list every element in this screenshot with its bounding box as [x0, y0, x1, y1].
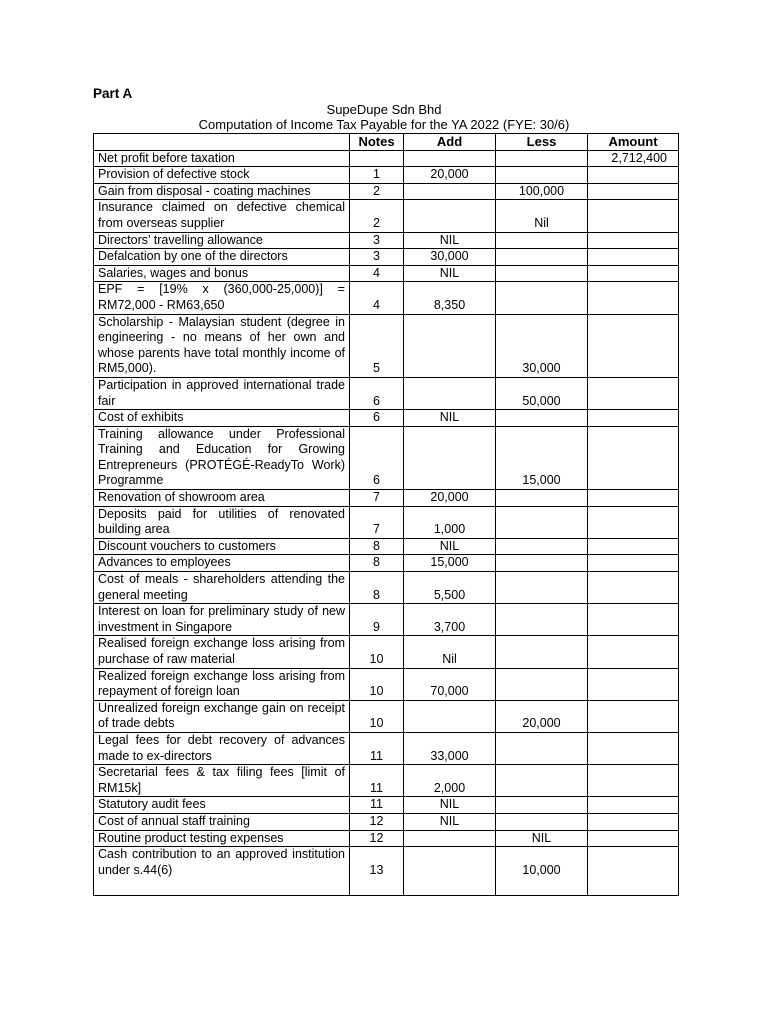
table-header-row — [94, 134, 679, 151]
cell-amount — [588, 200, 679, 232]
cell-add: 20,000 — [404, 167, 496, 184]
cell-item: Gain from disposal - coating machines — [94, 183, 350, 200]
cell-add — [404, 426, 496, 489]
cell-item: Salaries, wages and bonus — [94, 265, 350, 282]
cell-note: 12 — [350, 830, 404, 847]
cell-amount — [588, 847, 679, 896]
cell-amount — [588, 604, 679, 636]
cell-note: 8 — [350, 572, 404, 604]
table-row — [94, 765, 679, 797]
table-row — [94, 555, 679, 572]
cell-less — [496, 797, 588, 814]
cell-note: 2 — [350, 200, 404, 232]
table-row — [94, 700, 679, 732]
cell-item: Cost of exhibits — [94, 410, 350, 427]
table-row — [94, 150, 679, 167]
cell-less — [496, 668, 588, 700]
cell-less — [496, 249, 588, 266]
cell-less — [496, 813, 588, 830]
cell-note: 6 — [350, 426, 404, 489]
cell-amount — [588, 813, 679, 830]
cell-add — [404, 377, 496, 409]
cell-add: NIL — [404, 797, 496, 814]
cell-add: 30,000 — [404, 249, 496, 266]
cell-amount — [588, 249, 679, 266]
cell-item: Interest on loan for preliminary study of new investment in Singapore — [94, 604, 350, 636]
cell-note: 12 — [350, 813, 404, 830]
cell-add: 33,000 — [404, 732, 496, 764]
cell-amount — [588, 410, 679, 427]
cell-item: Legal fees for debt recovery of advances made to ex-directors — [94, 732, 350, 764]
cell-item: Provision of defective stock — [94, 167, 350, 184]
cell-note — [350, 150, 404, 167]
cell-less — [496, 265, 588, 282]
cell-add: NIL — [404, 410, 496, 427]
cell-note: 11 — [350, 732, 404, 764]
cell-amount — [588, 555, 679, 572]
cell-item: Defalcation by one of the directors — [94, 249, 350, 266]
cell-note: 11 — [350, 765, 404, 797]
cell-amount — [588, 282, 679, 314]
cell-amount: 2,712,400 — [588, 150, 679, 167]
header-item — [94, 134, 350, 151]
cell-note: 9 — [350, 604, 404, 636]
table-row — [94, 830, 679, 847]
cell-less — [496, 765, 588, 797]
table-row — [94, 538, 679, 555]
cell-amount — [588, 636, 679, 668]
table-row — [94, 249, 679, 266]
cell-add: NIL — [404, 232, 496, 249]
table-row — [94, 636, 679, 668]
cell-amount — [588, 572, 679, 604]
cell-add: 15,000 — [404, 555, 496, 572]
cell-less: 30,000 — [496, 314, 588, 377]
cell-item: Directors’ travelling allowance — [94, 232, 350, 249]
table-row — [94, 200, 679, 232]
cell-less — [496, 572, 588, 604]
cell-item: Realized foreign exchange loss arising from repayment of foreign loan — [94, 668, 350, 700]
cell-add: 70,000 — [404, 668, 496, 700]
table-row — [94, 426, 679, 489]
cell-less — [496, 167, 588, 184]
cell-item: Renovation of showroom area — [94, 490, 350, 507]
cell-item: Cost of meals - shareholders attending the general meeting — [94, 572, 350, 604]
cell-less: Nil — [496, 200, 588, 232]
cell-note: 10 — [350, 668, 404, 700]
part-heading: Part A — [93, 86, 133, 101]
table-row — [94, 572, 679, 604]
cell-note: 3 — [350, 232, 404, 249]
cell-item: Participation in approved international trade fair — [94, 377, 350, 409]
cell-add — [404, 200, 496, 232]
cell-add: NIL — [404, 265, 496, 282]
cell-add: Nil — [404, 636, 496, 668]
tax-computation-table — [93, 133, 679, 896]
cell-item: Insurance claimed on defective chemical from overseas supplier — [94, 200, 350, 232]
cell-item: Scholarship - Malaysian student (degree in engineering - no means of her own and whose parents have total monthly income of RM5,000). — [94, 314, 350, 377]
table-row — [94, 813, 679, 830]
cell-amount — [588, 765, 679, 797]
cell-add — [404, 700, 496, 732]
table-row — [94, 797, 679, 814]
cell-item: Training allowance under Professional Training and Education for Growing Entrepreneurs (PROTÉGÉ-ReadyTo Work) Programme — [94, 426, 350, 489]
cell-note: 7 — [350, 506, 404, 538]
company-name: SupeDupe Sdn Bhd — [326, 102, 442, 117]
cell-note: 7 — [350, 490, 404, 507]
table-row — [94, 282, 679, 314]
cell-less — [496, 506, 588, 538]
cell-add: NIL — [404, 813, 496, 830]
cell-amount — [588, 426, 679, 489]
cell-less: 15,000 — [496, 426, 588, 489]
cell-add: 5,500 — [404, 572, 496, 604]
cell-amount — [588, 167, 679, 184]
cell-less — [496, 732, 588, 764]
header-notes: Notes — [350, 134, 404, 151]
table-row — [94, 377, 679, 409]
cell-item: Unrealized foreign exchange gain on receipt of trade debts — [94, 700, 350, 732]
cell-item: Net profit before taxation — [94, 150, 350, 167]
cell-item: Deposits paid for utilities of renovated building area — [94, 506, 350, 538]
table-row — [94, 506, 679, 538]
cell-note: 2 — [350, 183, 404, 200]
table-row — [94, 167, 679, 184]
cell-less — [496, 636, 588, 668]
cell-note: 6 — [350, 410, 404, 427]
cell-less: 20,000 — [496, 700, 588, 732]
cell-add: 20,000 — [404, 490, 496, 507]
cell-less — [496, 232, 588, 249]
document-subtitle: Computation of Income Tax Payable for the YA 2022 (FYE: 30/6) — [198, 117, 570, 132]
cell-amount — [588, 377, 679, 409]
cell-less: NIL — [496, 830, 588, 847]
header-add: Add — [404, 134, 496, 151]
table-row — [94, 847, 679, 896]
cell-note: 11 — [350, 797, 404, 814]
table-row — [94, 604, 679, 636]
cell-add: 8,350 — [404, 282, 496, 314]
table-row — [94, 183, 679, 200]
cell-note: 10 — [350, 700, 404, 732]
cell-note: 3 — [350, 249, 404, 266]
cell-note: 8 — [350, 555, 404, 572]
cell-item: Secretarial fees & tax filing fees [limit of RM15k] — [94, 765, 350, 797]
table-row — [94, 668, 679, 700]
cell-note: 4 — [350, 265, 404, 282]
cell-item: Realised foreign exchange loss arising from purchase of raw material — [94, 636, 350, 668]
cell-less: 50,000 — [496, 377, 588, 409]
cell-amount — [588, 797, 679, 814]
cell-add: 2,000 — [404, 765, 496, 797]
cell-less — [496, 150, 588, 167]
cell-less: 100,000 — [496, 183, 588, 200]
cell-add — [404, 150, 496, 167]
cell-note: 10 — [350, 636, 404, 668]
cell-amount — [588, 732, 679, 764]
header-less: Less — [496, 134, 588, 151]
cell-less — [496, 410, 588, 427]
cell-add — [404, 183, 496, 200]
cell-note: 6 — [350, 377, 404, 409]
header-amount: Amount — [588, 134, 679, 151]
cell-amount — [588, 183, 679, 200]
cell-add: 3,700 — [404, 604, 496, 636]
cell-add: 1,000 — [404, 506, 496, 538]
cell-add — [404, 847, 496, 896]
cell-note: 4 — [350, 282, 404, 314]
cell-less — [496, 490, 588, 507]
cell-item: Statutory audit fees — [94, 797, 350, 814]
cell-less: 10,000 — [496, 847, 588, 896]
cell-note: 8 — [350, 538, 404, 555]
table-row — [94, 490, 679, 507]
cell-amount — [588, 490, 679, 507]
table-row — [94, 265, 679, 282]
cell-item: Routine product testing expenses — [94, 830, 350, 847]
table-row — [94, 314, 679, 377]
cell-add — [404, 830, 496, 847]
cell-amount — [588, 830, 679, 847]
cell-amount — [588, 265, 679, 282]
cell-amount — [588, 314, 679, 377]
cell-less — [496, 538, 588, 555]
cell-amount — [588, 668, 679, 700]
cell-less — [496, 282, 588, 314]
cell-note: 1 — [350, 167, 404, 184]
cell-add: NIL — [404, 538, 496, 555]
cell-amount — [588, 700, 679, 732]
cell-note: 13 — [350, 847, 404, 896]
cell-item: Advances to employees — [94, 555, 350, 572]
table-row — [94, 232, 679, 249]
table-body — [94, 150, 679, 896]
table-row — [94, 410, 679, 427]
cell-less — [496, 604, 588, 636]
cell-amount — [588, 506, 679, 538]
cell-item: Cash contribution to an approved institution under s.44(6) — [94, 847, 350, 896]
cell-amount — [588, 538, 679, 555]
cell-amount — [588, 232, 679, 249]
cell-note: 5 — [350, 314, 404, 377]
table-row — [94, 732, 679, 764]
cell-item: EPF = [19% x (360,000-25,000)] = RM72,000 - RM63,650 — [94, 282, 350, 314]
cell-add — [404, 314, 496, 377]
cell-less — [496, 555, 588, 572]
cell-item: Cost of annual staff training — [94, 813, 350, 830]
cell-item: Discount vouchers to customers — [94, 538, 350, 555]
